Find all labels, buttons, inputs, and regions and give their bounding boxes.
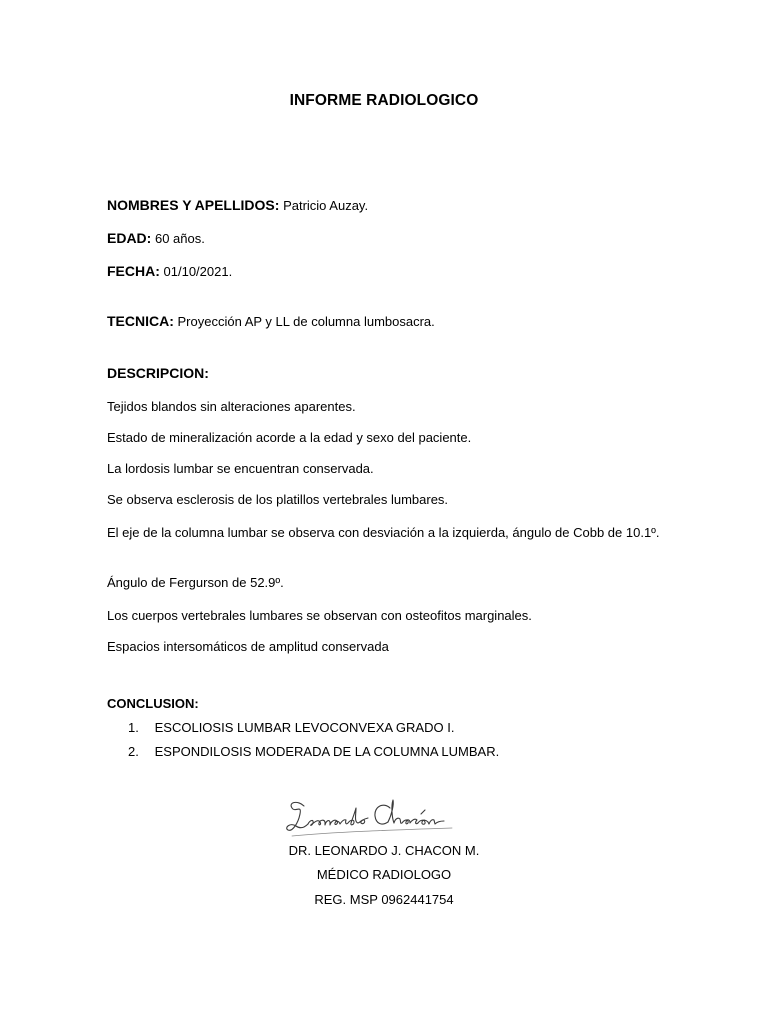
report-title: INFORME RADIOLOGICO — [289, 92, 479, 109]
patient-age-label: EDAD: — [107, 230, 152, 246]
conclusion-item-text: ESPONDILOSIS MODERADA DE LA COLUMNA LUMBAR. — [154, 744, 500, 759]
description-paragraph: Los cuerpos vertebrales lumbares se observan con osteofitos marginales. — [107, 608, 532, 623]
description-paragraph: Tejidos blandos sin alteraciones aparentes. — [107, 399, 356, 414]
patient-age-value: 60 años. — [154, 231, 205, 246]
doctor-registration: REG. MSP 0962441754 — [314, 892, 454, 907]
conclusion-item-text: ESCOLIOSIS LUMBAR LEVOCONVEXA GRADO I. — [154, 720, 455, 735]
description-paragraph: El eje de la columna lumbar se observa con desviación a la izquierda, ángulo de Cobb de 10.1º. — [107, 525, 660, 540]
description-heading: DESCRIPCION: — [107, 365, 209, 381]
conclusion-item — [128, 743, 499, 761]
patient-name-label: NOMBRES Y APELLIDOS: — [107, 197, 280, 213]
conclusion-item-number: 2. — [128, 744, 139, 759]
description-paragraph: La lordosis lumbar se encuentran conservada. — [107, 461, 374, 476]
description-paragraph: Ángulo de Fergurson de 52.9º. — [107, 575, 284, 590]
handwritten-signature — [282, 792, 472, 840]
doctor-role: MÉDICO RADIOLOGO — [316, 867, 452, 882]
conclusion-item — [128, 719, 454, 737]
conclusion-item-number: 1. — [128, 720, 139, 735]
report-date-label: FECHA: — [107, 263, 160, 279]
patient-name-field — [107, 196, 368, 215]
description-paragraph: Estado de mineralización acorde a la edad y sexo del paciente. — [107, 430, 472, 445]
technique-field — [107, 312, 435, 331]
patient-name-value: Patricio Auzay. — [283, 198, 369, 213]
technique-label: TECNICA: — [107, 313, 174, 329]
report-date-value: 01/10/2021. — [163, 264, 233, 279]
report-date-field — [107, 262, 232, 281]
description-paragraph: Espacios intersomáticos de amplitud conservada — [107, 639, 389, 654]
conclusion-heading: CONCLUSION: — [107, 696, 199, 711]
description-paragraph: Se observa esclerosis de los platillos vertebrales lumbares. — [107, 492, 449, 507]
doctor-name: DR. LEONARDO J. CHACON M. — [288, 843, 480, 858]
technique-value: Proyección AP y LL de columna lumbosacra. — [177, 314, 435, 329]
patient-age-field — [107, 229, 205, 248]
